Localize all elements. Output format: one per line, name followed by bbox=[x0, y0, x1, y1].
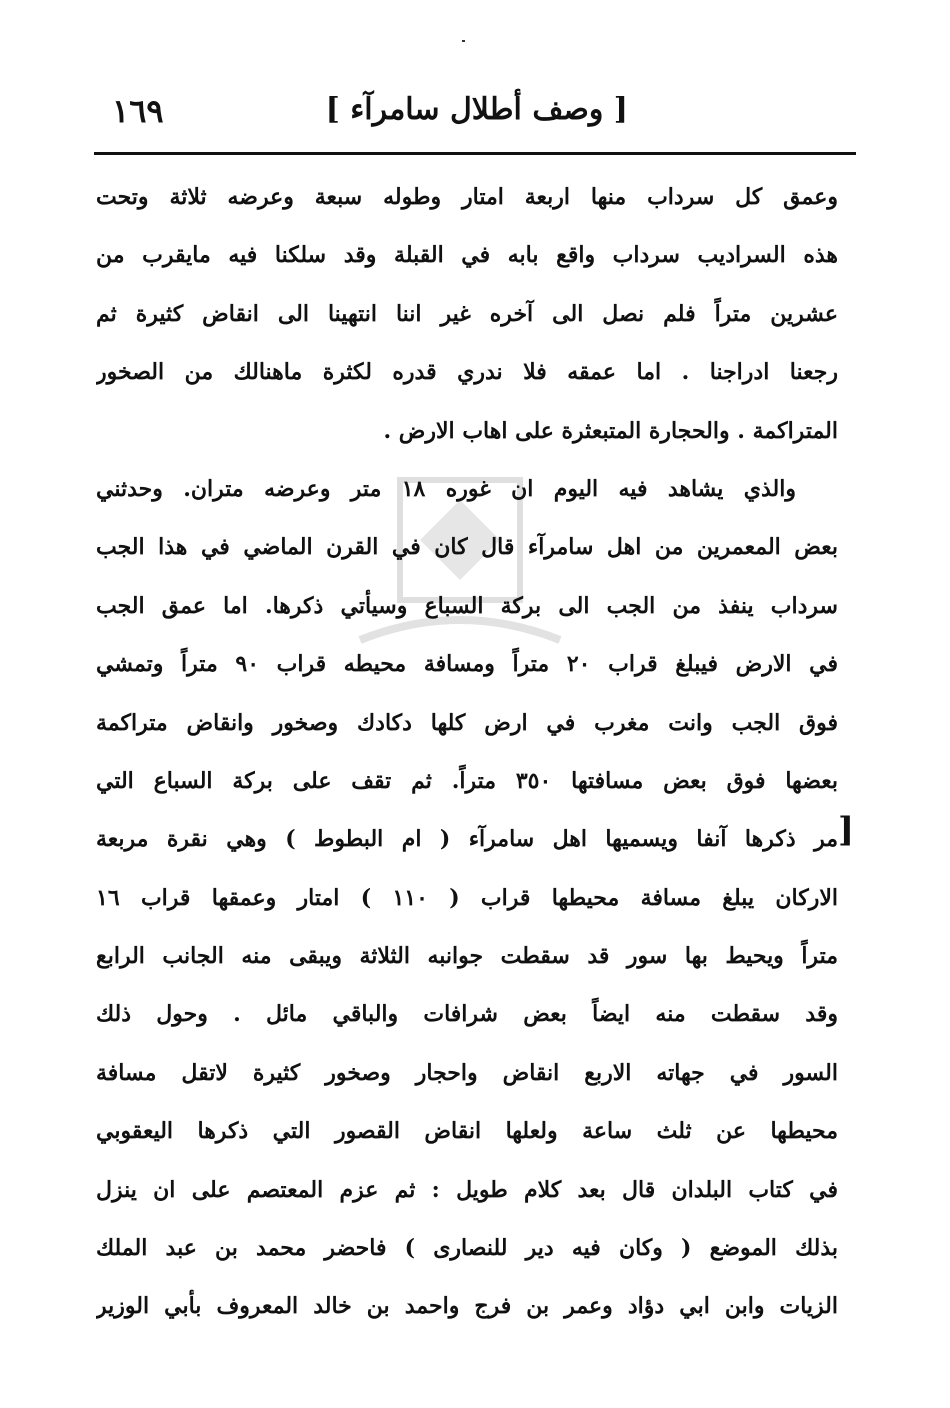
text-line: سرداب ينفذ من الجب الى بركة السباع وسيأتي ذكرها. اما عمق الجب bbox=[96, 592, 838, 619]
body-text bbox=[96, 168, 838, 1336]
text-line: مر ذكرها آنفا ويسميها اهل سامرآء ( ام البطوط ) وهي نقرة مربعة bbox=[96, 826, 838, 853]
running-title: [ وصف أطلال سامرآء ] bbox=[325, 92, 628, 127]
header-rule bbox=[94, 152, 856, 155]
text-line: وقد سقطت منه ايضاً بعض شرافات والباقي مائل . وحول ذلك bbox=[96, 1001, 838, 1028]
text-line: محيطها عن ثلث ساعة ولعلها انقاض القصور التي ذكرها اليعقوبي bbox=[96, 1118, 838, 1145]
text-line: في كتاب البلدان قال بعد كلام طويل : ثم عزم المعتصم على ان ينزل bbox=[96, 1176, 838, 1203]
running-head bbox=[96, 88, 856, 138]
text-line: الاركان يبلغ مسافة محيطها قراب ( ١١٠ ) امتار وعمقها قراب ١٦ bbox=[96, 884, 838, 911]
text-line: الزيات وابن ابي دؤاد وعمر بن فرج واحمد بن خالد المعروف بأبي الوزير bbox=[96, 1293, 838, 1320]
text-line: بعضها فوق بعض مسافتها ٣٥٠ متراً. ثم تقف على بركة السباع التي bbox=[96, 767, 838, 794]
text-line: المتراكمة . والحجارة المتبعثرة على اهاب الارض . bbox=[383, 417, 838, 444]
text-line: رجعنا ادراجنا . اما عمقه فلا ندري قدره لكثرة ماهنالك من الصخور bbox=[96, 359, 838, 386]
text-line: وعمق كل سرداب منها اربعة امتار وطوله سبعة وعرضه ثلاثة وتحت bbox=[96, 184, 838, 210]
page-number: ١٦٩ bbox=[112, 92, 164, 130]
text-line: والذي يشاهد فيه اليوم ان غوره ١٨ متر وعرضه متران. وحدثني bbox=[96, 475, 796, 502]
scan-speck bbox=[462, 40, 465, 42]
text-line: بذلك الموضع ( وكان فيه دير للنصارى ) فاحضر محمد بن عبد الملك bbox=[96, 1235, 838, 1262]
text-line: في الارض فيبلغ قراب ٢٠ متراً ومسافة محيطه قراب ٩٠ متراً وتمشي bbox=[96, 651, 838, 678]
text-line: متراً ويحيط بها سور قد سقطت جوانبه الثلاثة ويبقى منه الجانب الرابع bbox=[96, 943, 838, 970]
text-line: السور في جهاته الاربع انقاض واحجار وصخور كثيرة لاتقل مسافة bbox=[96, 1059, 838, 1086]
text-line: عشرين متراً فلم نصل الى آخره غير اننا انتهينا الى انقاض كثيرة ثم bbox=[96, 300, 838, 327]
text-line: بعض المعمرين من اهل سامرآء قال كان في القرن الماضي في هذا الجب bbox=[96, 534, 838, 561]
margin-bracket: ] bbox=[838, 810, 855, 850]
text-line: فوق الجب وانت مغرب في ارض كلها دكادك وصخور وانقاض متراكمة bbox=[96, 709, 838, 736]
text-line: هذه السراديب سرداب واقع بابه في القبلة وقد سلكنا فيه مايقرب من bbox=[96, 242, 838, 269]
